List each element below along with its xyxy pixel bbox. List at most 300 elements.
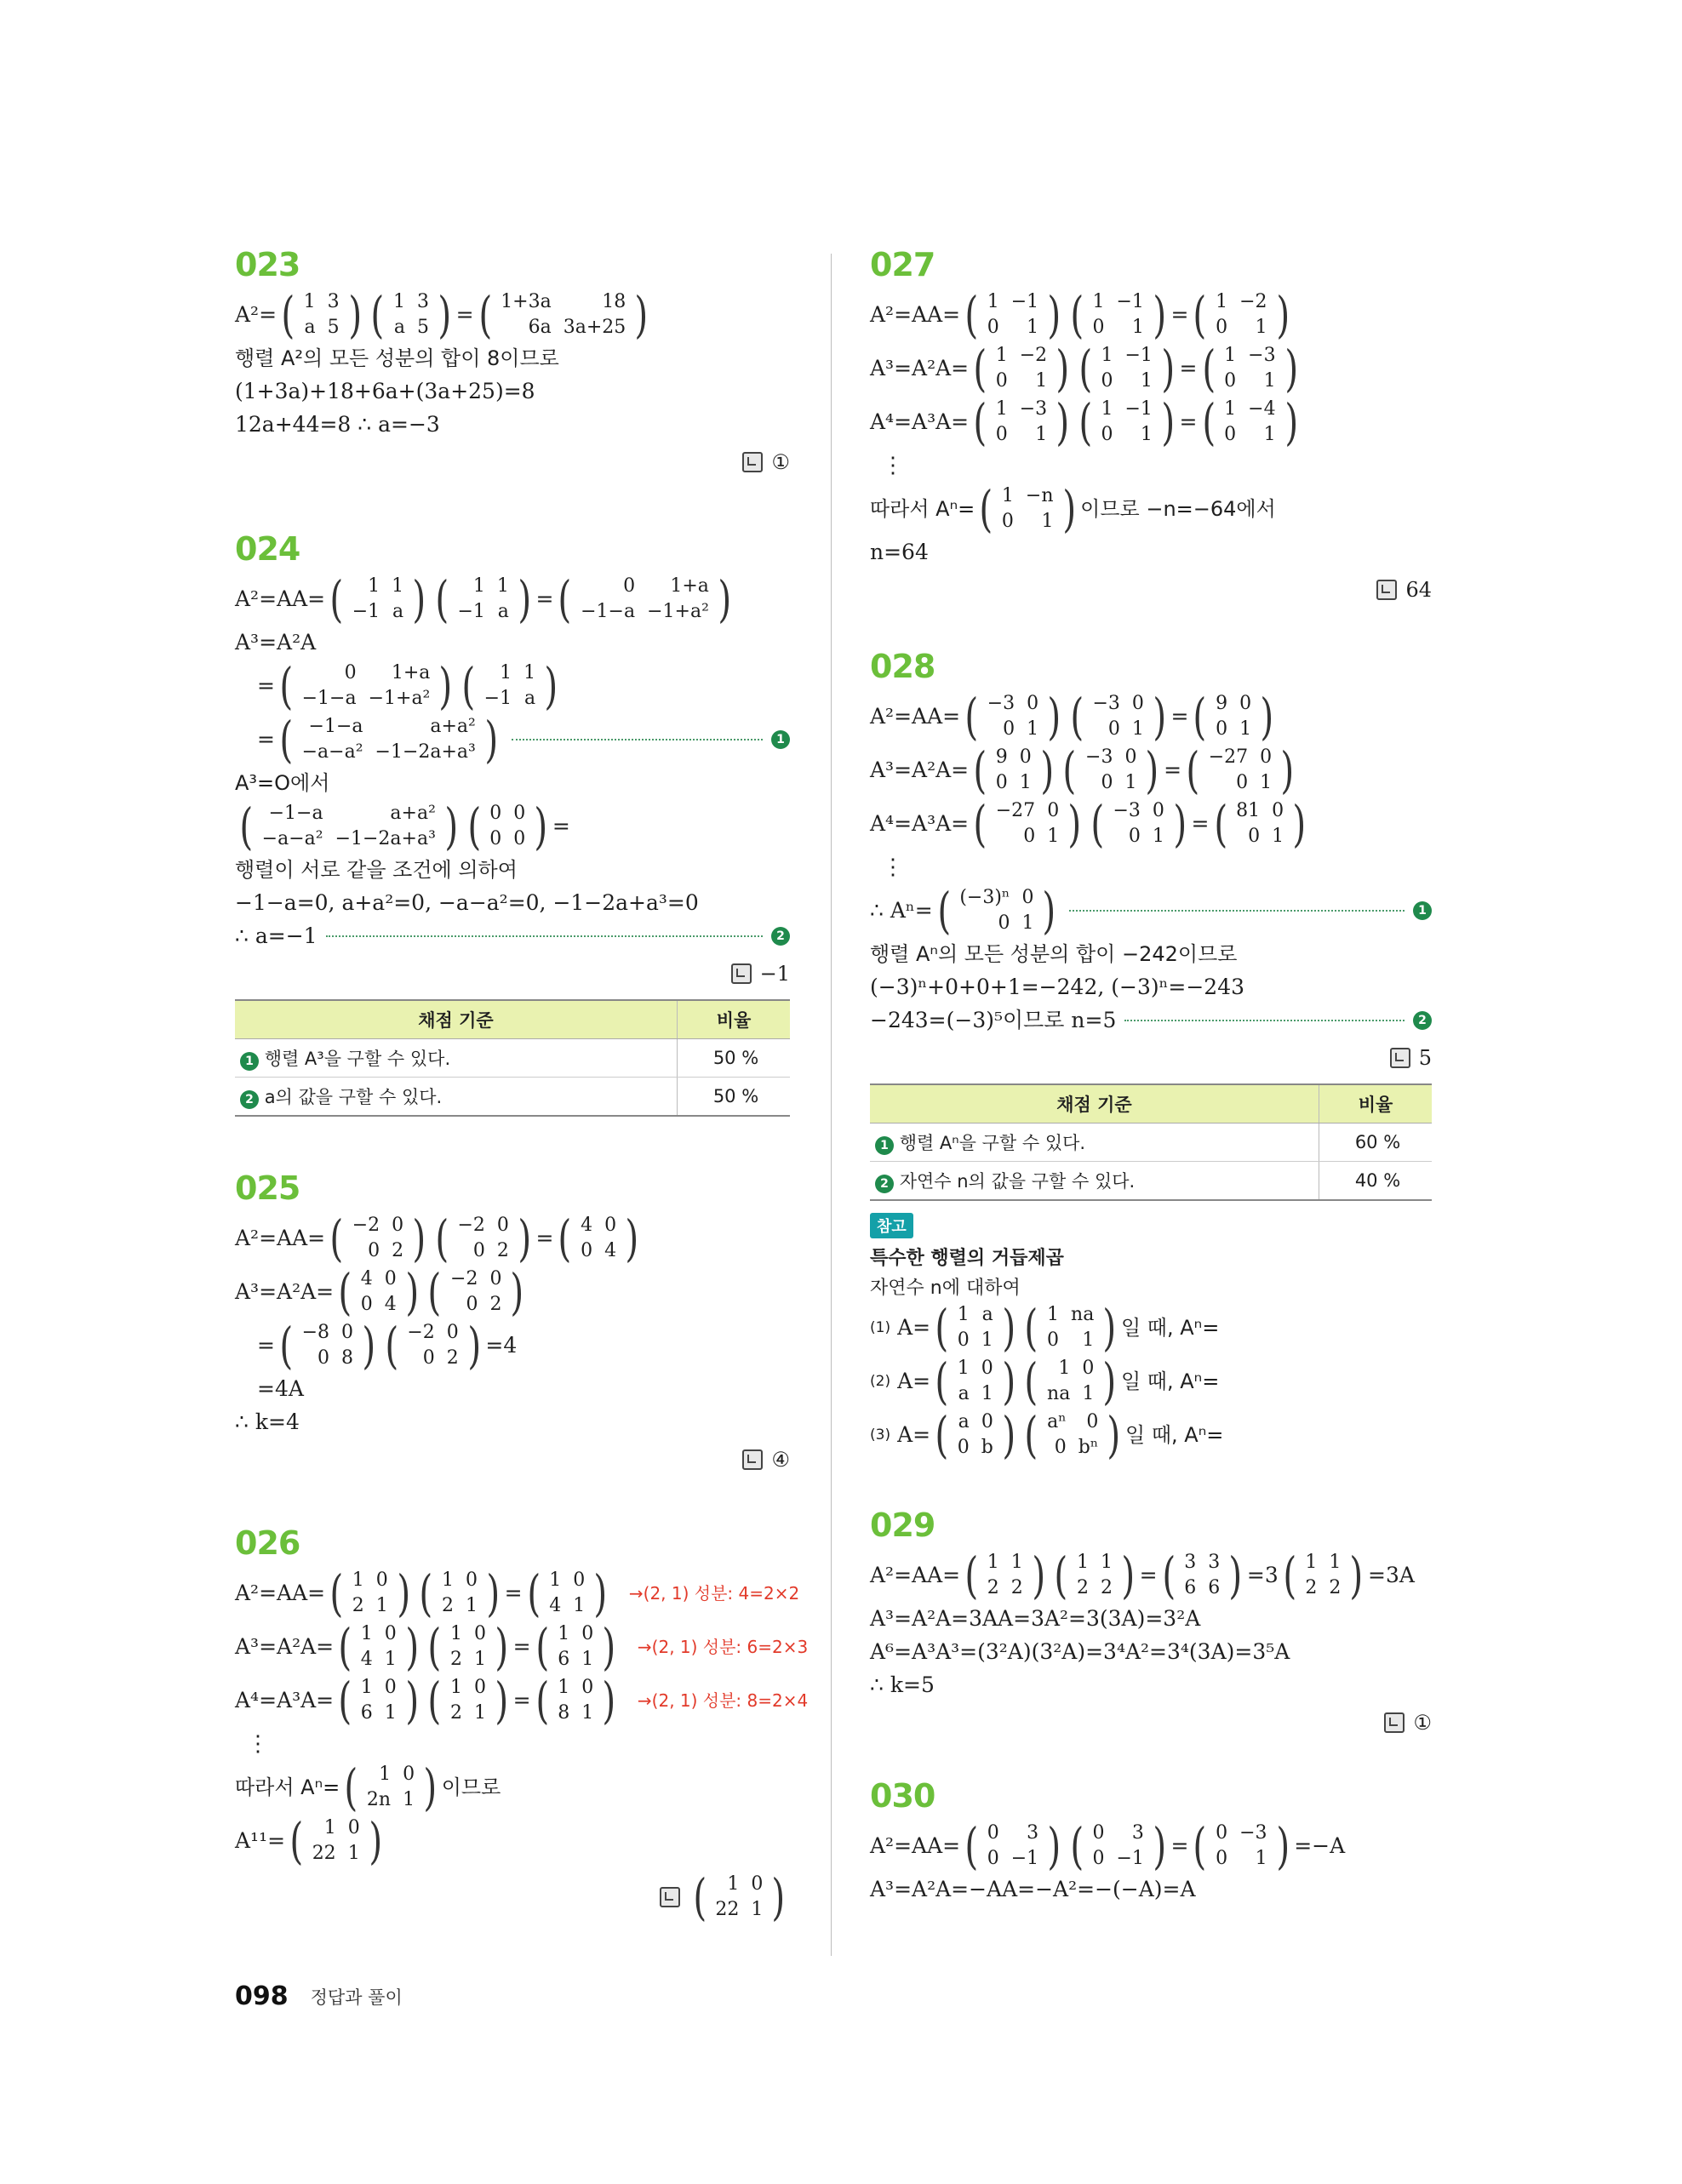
matrix-cell: (−3)ⁿ xyxy=(959,887,1010,908)
matrix-cell: 2 xyxy=(450,1702,463,1724)
matrix-cell: 1 xyxy=(1041,511,1054,532)
matrix-cell: 1 xyxy=(1140,370,1153,392)
matrix-cell: 1 xyxy=(360,1623,373,1644)
matrix-cell: −2 xyxy=(407,1322,435,1343)
matrix: ( 0 0 0 0 ) xyxy=(466,798,548,855)
text-line: 행렬 Aⁿ의 모든 성분의 합이 −242이므로 xyxy=(870,942,1238,966)
matrix-cell: 2 xyxy=(1305,1577,1318,1598)
matrix: ( 1 1 2 2 ) xyxy=(1283,1547,1364,1604)
matrix-cell: 1 xyxy=(1272,826,1284,847)
matrix-cell: 1 xyxy=(474,1702,487,1724)
matrix: ( 1 −4 0 1 ) xyxy=(1201,393,1298,451)
matrix-cell: 3 xyxy=(1184,1552,1197,1573)
eq-line xyxy=(870,741,1432,799)
matrix: ( 1 1 −1 a ) xyxy=(435,570,532,628)
matrix-cell: 1+a xyxy=(391,662,431,683)
matrix-cell: 1 xyxy=(1140,424,1153,445)
matrix-cell: −3 xyxy=(1085,746,1113,768)
math-text: A= xyxy=(897,1422,931,1447)
matrix-cell: 1 xyxy=(1082,1329,1095,1351)
text-line: A⁶=A³A³=(3²A)(3²A)=3⁴A²=3⁴(3A)=3⁵A xyxy=(870,1639,1290,1664)
matrix-cell: 0 xyxy=(1003,718,1015,740)
text-line: =4A xyxy=(257,1376,304,1401)
matrix-cell: 1 xyxy=(581,1649,594,1670)
eq-line xyxy=(870,340,1432,397)
matrix-cell: 5 xyxy=(327,317,340,338)
text-line: (−3)ⁿ+0+0+1=−242, (−3)ⁿ=−243 xyxy=(870,975,1245,999)
answer-icon xyxy=(1390,1048,1410,1068)
matrix: ( 1 −3 0 1 ) xyxy=(973,393,1070,451)
matrix-cell: a xyxy=(304,317,316,338)
matrix-cell: 1 xyxy=(347,1843,360,1864)
matrix: ( 0 3 0 −1 ) xyxy=(1070,1817,1167,1875)
math-text: = xyxy=(535,586,554,611)
matrix-cell: 1+a xyxy=(670,575,709,597)
problem-number: 027 xyxy=(870,246,935,283)
matrix-cell: 0 xyxy=(1047,1329,1060,1351)
matrix-cell: 1 xyxy=(1101,398,1113,420)
matrix-cell: 1 xyxy=(1092,291,1105,312)
table-row: 2 자연수 n의 값을 구할 수 있다. 40 % xyxy=(870,1162,1432,1201)
matrix-cell: 1 xyxy=(384,1649,397,1670)
math-text: A³=A²A= xyxy=(870,356,970,380)
math-text: = xyxy=(512,1688,531,1712)
matrix-cell: 0 xyxy=(466,1294,478,1315)
matrix-cell: 0 xyxy=(422,1347,435,1369)
matrix-cell: 1 xyxy=(1152,826,1164,847)
matrix-cell: 6 xyxy=(1184,1577,1197,1598)
matrix-cell: a xyxy=(958,1411,970,1432)
problem-number: 023 xyxy=(235,246,300,283)
matrix: ( (−3)ⁿ 0 0 1 ) xyxy=(937,882,1056,940)
text-line: ∴ k=5 xyxy=(870,1672,935,1697)
matrix: ( −3 0 0 1 ) xyxy=(1070,688,1167,746)
matrix-cell: 1 xyxy=(1131,317,1144,338)
eq-line xyxy=(870,688,1432,746)
matrix-cell: 2 xyxy=(489,1294,502,1315)
matrix: ( 1 1 2 2 ) xyxy=(1054,1547,1136,1604)
matrix-cell: 2 xyxy=(442,1595,455,1616)
step-marker: 1 xyxy=(1413,901,1432,920)
matrix-cell: na xyxy=(1071,1304,1095,1325)
matrix-cell: 0 xyxy=(995,772,1008,793)
matrix-cell: a xyxy=(393,317,405,338)
eq-line xyxy=(235,1317,790,1375)
problem-024 xyxy=(235,527,790,1117)
eq-line xyxy=(235,798,790,855)
matrix-cell: 1 xyxy=(1305,1552,1318,1573)
answer: ④ xyxy=(235,1443,790,1477)
matrix: ( 1 0 22 1 ) xyxy=(289,1812,382,1870)
eq-line xyxy=(235,286,790,344)
text-line: (1+3a)+18+6a+(3a+25)=8 xyxy=(235,379,535,403)
math-text: =−A xyxy=(1294,1833,1346,1858)
matrix-cell: 1 xyxy=(1260,772,1273,793)
eq-line xyxy=(870,286,1432,344)
matrix-cell: 0 xyxy=(1224,370,1237,392)
matrix: ( −3 0 0 1 ) xyxy=(1090,795,1187,853)
matrix-cell: 1 xyxy=(466,1595,478,1616)
matrix-cell: 4 xyxy=(360,1268,373,1289)
matrix: ( 0 3 0 −1 ) xyxy=(964,1817,1061,1875)
text-line: A³=A²A xyxy=(235,630,317,655)
matrix-cell: 2 xyxy=(450,1649,463,1670)
matrix-cell: 81 xyxy=(1236,800,1261,821)
eq-line xyxy=(235,1618,809,1676)
matrix-cell: 6 xyxy=(1208,1577,1221,1598)
matrix: ( 0 1+a −1−a −1+a² ) xyxy=(558,570,732,628)
matrix-cell: −a−a² xyxy=(301,741,363,763)
matrix-cell: a xyxy=(958,1383,970,1404)
answer xyxy=(235,1868,790,1926)
matrix-cell: 0 xyxy=(392,1215,404,1236)
problem-number: 030 xyxy=(870,1777,935,1815)
math-text: = xyxy=(1164,758,1182,782)
reference-item: (1) A= ( 1 a 0 1 ) ( 1 na 0 1 ) 일 때, Aⁿ= xyxy=(870,1299,1220,1357)
math-text: = xyxy=(512,1634,531,1659)
math-text: A⁴=A³A= xyxy=(870,409,970,434)
matrix-cell: 0 xyxy=(981,1411,993,1432)
matrix-cell: 1 xyxy=(1010,1552,1023,1573)
matrix-cell: 1 xyxy=(1255,1848,1267,1869)
matrix: ( 9 0 0 1 ) xyxy=(1193,688,1274,746)
matrix: ( −2 0 0 2 ) xyxy=(435,1209,532,1267)
matrix-cell: 0 xyxy=(957,1329,970,1351)
matrix-cell: 5 xyxy=(416,317,429,338)
matrix-cell: 0 xyxy=(360,1294,373,1315)
eq-line xyxy=(235,1209,790,1267)
matrix-cell: 1 xyxy=(303,291,316,312)
text-line: 12a+44=8 ∴ a=−3 xyxy=(235,412,440,437)
matrix-cell: 4 xyxy=(549,1595,562,1616)
matrix-cell: 1 xyxy=(1082,1383,1095,1404)
matrix-cell: 1 xyxy=(1027,718,1039,740)
matrix-cell: −1−a xyxy=(581,601,636,622)
vdots: ⋮ xyxy=(882,453,904,478)
matrix-cell: 0 xyxy=(1216,1848,1228,1869)
math-text: = xyxy=(455,302,474,327)
matrix-cell: −2 xyxy=(1239,291,1267,312)
matrix-cell: 0 xyxy=(1001,511,1014,532)
matrix-cell: 1 xyxy=(1047,1304,1060,1325)
math-text: = xyxy=(1170,1833,1189,1858)
matrix: ( 9 0 0 1 ) xyxy=(973,741,1054,799)
problem-number: 024 xyxy=(235,530,300,568)
matrix: ( 4 0 0 4 ) xyxy=(338,1263,419,1321)
matrix-cell: 1 xyxy=(549,1569,562,1591)
matrix-cell: 0 xyxy=(1107,718,1120,740)
matrix-cell: 0 xyxy=(1021,887,1034,908)
matrix-cell: 6a xyxy=(528,317,552,338)
matrix-cell: −1−a xyxy=(308,716,363,737)
math-text: A⁴=A³A= xyxy=(870,811,970,836)
matrix-cell: 0 xyxy=(1128,826,1141,847)
matrix-cell: −8 xyxy=(301,1322,330,1343)
matrix-cell: −n xyxy=(1025,485,1054,506)
matrix-cell: 0 xyxy=(1019,746,1032,768)
matrix-cell: 2 xyxy=(496,1240,509,1261)
matrix-cell: 1 xyxy=(558,1623,570,1644)
math-text: = xyxy=(1170,302,1189,327)
matrix-cell: a+a² xyxy=(430,716,476,737)
matrix-cell: −1 xyxy=(1124,345,1153,366)
eq-line xyxy=(235,1263,790,1321)
answer-icon xyxy=(742,1449,763,1470)
math-text: = xyxy=(1170,704,1189,729)
matrix-cell: 1 xyxy=(957,1358,970,1379)
math-text: 일 때, Aⁿ= xyxy=(1125,1423,1224,1447)
matrix-cell: 0 xyxy=(1124,746,1137,768)
matrix-cell: 1 xyxy=(523,662,536,683)
matrix-cell: −27 xyxy=(995,800,1036,821)
matrix-cell: 0 xyxy=(466,1569,478,1591)
eq-line xyxy=(235,1812,790,1870)
matrix-cell: 1 xyxy=(987,1552,999,1573)
matrix-cell: a xyxy=(392,601,404,622)
text-line: 행렬 A²의 모든 성분의 합이 8이므로 xyxy=(235,346,559,370)
matrix-cell: 6 xyxy=(558,1649,570,1670)
matrix-cell: 1 xyxy=(995,345,1008,366)
math-text: A⁴=A³A= xyxy=(235,1688,335,1712)
matrix: ( 3 3 6 6 ) xyxy=(1162,1547,1243,1604)
matrix-cell: 4 xyxy=(384,1294,397,1315)
matrix-cell: −4 xyxy=(1248,398,1276,420)
matrix: ( 1 −2 0 1 ) xyxy=(973,340,1070,397)
problem-023 xyxy=(235,243,790,479)
matrix-cell: 1 xyxy=(1101,1552,1113,1573)
step-marker: 2 xyxy=(1413,1011,1432,1030)
problem-number: 029 xyxy=(870,1507,935,1544)
matrix-cell: 0 xyxy=(1082,1358,1095,1379)
math-text: = xyxy=(535,1226,554,1250)
matrix-cell: 3a+25 xyxy=(563,317,626,338)
matrix: ( 1 1 −1 a ) xyxy=(329,570,426,628)
matrix-cell: 0 xyxy=(581,1240,593,1261)
matrix: ( 1 0 4 1 ) xyxy=(338,1618,419,1676)
matrix-cell: −1 xyxy=(1116,1848,1144,1869)
math-text: = xyxy=(257,727,275,752)
matrix-cell: 3 xyxy=(1208,1552,1221,1573)
matrix-cell: 4 xyxy=(604,1240,617,1261)
problem-029 xyxy=(870,1503,1432,1740)
matrix: ( −8 0 0 8 ) xyxy=(279,1317,376,1375)
matrix-cell: −3 xyxy=(1019,398,1048,420)
matrix-cell: 0 xyxy=(1248,826,1261,847)
matrix-cell: −1 xyxy=(352,601,380,622)
matrix-cell: 1 xyxy=(1035,370,1048,392)
matrix: ( 1+3a 18 6a 3a+25 ) xyxy=(478,286,649,344)
right-column xyxy=(870,243,1432,1907)
matrix-cell: 9 xyxy=(1216,693,1228,714)
matrix: ( 1 −1 0 1 ) xyxy=(1078,393,1176,451)
matrix-cell: 0 xyxy=(489,1268,502,1289)
matrix-cell: 0 xyxy=(344,662,357,683)
matrix: ( −2 0 0 2 ) xyxy=(385,1317,481,1375)
matrix-cell: 2 xyxy=(1101,1577,1113,1598)
math-text: ∴ Aⁿ= xyxy=(870,898,933,923)
matrix: ( −1−a a+a² −a−a² −1−2a+a³ ) xyxy=(279,711,499,769)
matrix-cell: 0 xyxy=(1224,424,1237,445)
text-line: ∴ k=4 xyxy=(235,1409,300,1434)
matrix-cell: 0 xyxy=(995,424,1008,445)
matrix-cell: 1 xyxy=(442,1569,455,1591)
matrix-cell: −27 xyxy=(1208,746,1249,768)
matrix-cell: 1 xyxy=(1027,317,1039,338)
matrix-cell: 0 xyxy=(1239,693,1252,714)
answer: −1 xyxy=(235,957,790,991)
matrix: ( 81 0 0 1 ) xyxy=(1213,795,1307,853)
matrix-cell: 0 xyxy=(1101,772,1113,793)
answer: ① xyxy=(870,1706,1432,1740)
matrix-cell: 3 xyxy=(416,291,429,312)
matrix-cell: 1 xyxy=(368,575,380,597)
eq-line xyxy=(235,1564,800,1622)
matrix-cell: 1 xyxy=(496,575,509,597)
matrix-cell: 1 xyxy=(1239,718,1252,740)
matrix-cell: 8 xyxy=(558,1702,570,1724)
matrix-cell: −1−2a+a³ xyxy=(335,828,436,849)
matrix-cell: 1 xyxy=(558,1677,570,1698)
matrix-cell: 0 xyxy=(987,1822,999,1844)
matrix-cell: 4 xyxy=(360,1649,373,1670)
matrix-cell: 1 xyxy=(1131,718,1144,740)
matrix-cell: −3 xyxy=(1092,693,1120,714)
matrix-cell: 0 xyxy=(368,1240,380,1261)
matrix-cell: 1 xyxy=(450,1677,463,1698)
matrix-cell: 0 xyxy=(1152,800,1164,821)
matrix: ( 1 1 −1 a ) xyxy=(461,657,558,715)
matrix-cell: 0 xyxy=(1101,370,1113,392)
matrix-cell: 1 xyxy=(403,1789,415,1810)
eq-line xyxy=(870,393,1432,451)
eq-line xyxy=(870,480,1432,538)
matrix-cell: 0 xyxy=(573,1569,586,1591)
reference-item: (2) A= ( 1 0 a 1 ) ( 1 0 na 1 ) 일 때, Aⁿ= xyxy=(870,1352,1220,1410)
math-text: = xyxy=(1179,356,1198,380)
matrix-cell: −1 xyxy=(1124,398,1153,420)
matrix-cell: 1 xyxy=(957,1304,970,1325)
matrix: ( a 0 0 b ) xyxy=(935,1406,1016,1464)
matrix-cell: −3 xyxy=(1239,1822,1267,1844)
matrix-cell: 0 xyxy=(581,1677,594,1698)
matrix-cell: 1 xyxy=(500,662,512,683)
matrix: ( 1 1 2 2 ) xyxy=(964,1547,1045,1604)
note: →(2, 1) 성분: 4=2×2 xyxy=(628,1583,800,1604)
matrix-cell: 3 xyxy=(1131,1822,1144,1844)
eq-line xyxy=(235,657,790,715)
matrix: ( 1 0 8 1 ) xyxy=(535,1672,616,1729)
matrix-cell: 0 xyxy=(581,1623,594,1644)
matrix-cell: 6 xyxy=(360,1702,373,1724)
math-text: 이므로 −n=−64에서 xyxy=(1080,497,1276,521)
matrix-cell: −3 xyxy=(987,693,1015,714)
matrix-cell: 1 xyxy=(751,1899,764,1920)
matrix-cell: 0 xyxy=(446,1322,459,1343)
matrix-cell: 0 xyxy=(1236,772,1249,793)
matrix-cell: −1 xyxy=(457,601,485,622)
matrix-cell: 0 xyxy=(1216,1822,1228,1844)
eq-line xyxy=(870,1817,1432,1875)
matrix: ( 1 na 0 1 ) xyxy=(1024,1299,1117,1357)
matrix: ( 1 −1 0 1 ) xyxy=(964,286,1061,344)
matrix: ( 1 −3 0 1 ) xyxy=(1201,340,1298,397)
matrix: ( 4 0 0 4 ) xyxy=(558,1209,639,1267)
step-marker: 2 xyxy=(771,927,790,946)
matrix: ( 1 0 4 1 ) xyxy=(527,1564,608,1622)
matrix: ( 1 0 2n 1 ) xyxy=(344,1758,438,1816)
matrix-cell: −1−a xyxy=(301,688,357,709)
matrix-cell: 18 xyxy=(602,291,626,312)
matrix-cell: 0 xyxy=(384,1677,397,1698)
matrix-cell: 0 xyxy=(1101,424,1113,445)
vdots: ⋮ xyxy=(247,1731,269,1757)
matrix: ( 0 1+a −1−a −1+a² ) xyxy=(279,657,453,715)
matrix: ( 1 a 0 1 ) xyxy=(935,1299,1015,1357)
matrix-cell: 22 xyxy=(715,1899,740,1920)
matrix-cell: 0 xyxy=(474,1623,487,1644)
problem-028 xyxy=(870,644,1432,1464)
matrix: ( 0 −3 0 1 ) xyxy=(1193,1817,1290,1875)
math-text: A²=AA= xyxy=(235,586,326,611)
matrix-cell: 0 xyxy=(623,575,636,597)
math-text: = xyxy=(1139,1563,1158,1587)
matrix-cell: a xyxy=(981,1304,993,1325)
matrix-cell: 1 xyxy=(375,1595,388,1616)
step-marker: 1 xyxy=(771,730,790,749)
problem-026 xyxy=(235,1521,809,1926)
matrix-cell: −3 xyxy=(1113,800,1141,821)
matrix-cell: 2 xyxy=(1010,1577,1023,1598)
footer-label: 정답과 풀이 xyxy=(310,1987,403,2008)
table-row: 2 a의 값을 구할 수 있다. 50 % xyxy=(235,1078,790,1117)
matrix-cell: 1 xyxy=(1021,912,1034,934)
answer-icon xyxy=(660,1887,680,1907)
matrix-cell: 1 xyxy=(1077,1552,1090,1573)
reference-title: 특수한 행렬의 거듭제곱 xyxy=(870,1248,1064,1269)
matrix-cell: 0 xyxy=(1023,826,1036,847)
eq-line: ∴ a=−1 2 xyxy=(235,921,790,952)
text-line: −1−a=0, a+a²=0, −a−a²=0, −1−2a+a³=0 xyxy=(235,890,699,915)
matrix-cell: 1 xyxy=(1216,291,1228,312)
matrix-cell: −1 xyxy=(483,688,512,709)
note: →(2, 1) 성분: 8=2×4 xyxy=(637,1690,809,1711)
matrix-cell: 1 xyxy=(1124,772,1137,793)
matrix-cell: 0 xyxy=(513,803,526,824)
matrix-cell: 2 xyxy=(987,1577,999,1598)
matrix-cell: 0 xyxy=(604,1215,617,1236)
matrix-cell: 2 xyxy=(1077,1577,1090,1598)
matrix-cell: 1 xyxy=(573,1595,586,1616)
problem-025 xyxy=(235,1166,790,1477)
math-text: =3A xyxy=(1368,1563,1415,1587)
matrix: ( 1 3 a 5 ) xyxy=(370,286,452,344)
math-text: A²=AA= xyxy=(870,1563,961,1587)
grading-table: 채점 기준 비율 1 행렬 Aⁿ을 구할 수 있다. 60 % 2 자연수 n의 값을 구할 수 있다. 40 % xyxy=(870,1083,1432,1201)
matrix: ( 1 0 2 1 ) xyxy=(419,1564,501,1622)
matrix-cell: 0 xyxy=(375,1569,388,1591)
matrix-cell: 0 xyxy=(751,1873,764,1895)
matrix-cell: 2 xyxy=(392,1240,404,1261)
grading-table: 채점 기준 비율 1 행렬 A³을 구할 수 있다. 50 % 2 a의 값을 구할 수 있다. 50 % xyxy=(235,999,790,1117)
matrix-cell: 0 xyxy=(347,1817,360,1838)
matrix: ( 1 −2 0 1 ) xyxy=(1193,286,1290,344)
matrix: ( 1 0 2 1 ) xyxy=(427,1672,509,1729)
matrix-cell: −1−2a+a³ xyxy=(375,741,476,763)
matrix-cell: 0 xyxy=(1027,693,1039,714)
matrix-cell: 0 xyxy=(489,828,502,849)
matrix-cell: 1+3a xyxy=(501,291,552,312)
matrix-cell: 1 xyxy=(472,575,485,597)
